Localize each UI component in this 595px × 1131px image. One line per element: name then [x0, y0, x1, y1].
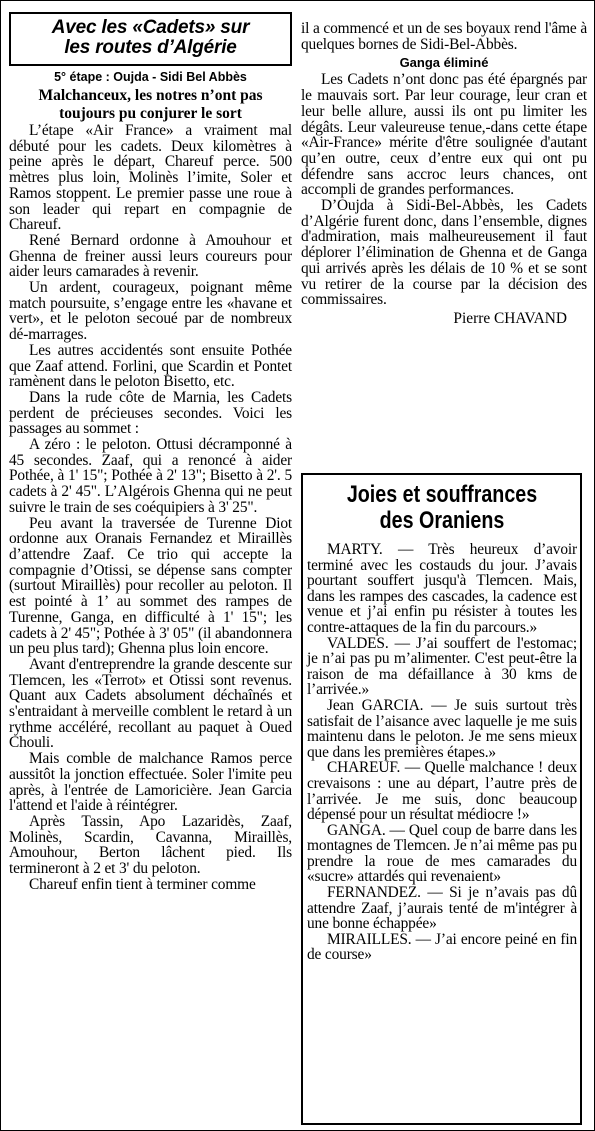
quote-paragraph: Jean GARCIA. — Je suis surtout très satisfait de l’aisance avec laquelle je me suis maintenu dans le peloton. Je me sens mieux que dans les premières étapes.» [307, 696, 577, 761]
paragraph: Les Cadets n’ont donc pas été épargnés par le mauvais sort. Par leur courage, leur cran et leur belle allure, aussi ils ont pu limiter les dégâts. Leur valeureuse tenue,-dans cette étape «Air-France» mérite d'être soulignée d'autant qu’en outre, ceux d’entre eux qui ont pu défendre sans accroc leurs chances, ont accompli de grandes performances. [301, 71, 587, 199]
headline-box [9, 12, 292, 66]
paragraph: René Bernard ordonne à Amouhour et Ghenna de freiner aussi leurs coureurs pour aider leurs camarades à revenir. [9, 231, 292, 281]
box-title-line-1: Joies et souffrances [346, 481, 538, 508]
sidebar-box [301, 473, 582, 1125]
left-column [9, 1, 292, 1130]
subheadline-line-2: toujours pu conjurer le sort [59, 105, 242, 122]
box-body [307, 542, 577, 963]
paragraph: L’étape «Air France» a vraiment mal débuté pour les cadets. Deux kilomètres à peine après le départ, Chareuf perce. 500 mètres plus loin, Molinès l’imite, Soler et Ramos stoppent. Le premier passe une roue à son leader qui repart en compagnie de Chareuf. [9, 122, 292, 234]
quote-paragraph: MIRAILLES. — J’ai encore peiné en fin de course» [307, 930, 577, 964]
headline-line-1: Avec les «Cadets» sur [51, 17, 250, 38]
interhead: Ganga éliminé [399, 55, 489, 71]
paragraph: Un ardent, courageux, poignant même match poursuite, s’engage entre les «havane et vert», et le peloton secoué par de nombreux dé-marrages. [9, 279, 292, 344]
paragraph: A zéro : le peloton. Ottusi décramponné à 45 secondes. Zaaf, qui a renoncé à aider Pothée, à 1' 15"; Pothée à 2' 13"; Bisetto à 2'. 5 cadets à 2' 45". L’Algérois Ghenna qui ne peut suivre le train de ses coéquipiers à 3' 25". [9, 436, 292, 516]
quote-paragraph: VALDES. — J’ai souffert de l'estomac; je n’ai pas pu m’alimenter. C'est peut-être la raison de ma défaillance à 30 kms de l’arrivée.» [307, 634, 577, 699]
paragraph: Dans la rude côte de Marnia, les Cadets perdent de précieuses secondes. Voici les passages au sommet : [9, 388, 292, 438]
paragraph: Mais comble de malchance Ramos perce aussitôt la jonction effectuée. Soler l'imite peu après, à l'entrée de Lamoricière. Jean Garcia l'attend et l'aide à réintégrer. [9, 750, 292, 815]
quote-paragraph: FERNANDEZ. — Si je n’avais pas dû attendre Zaaf, j’aurais tenté de m'intégrer à une bonne échappée» [307, 884, 577, 933]
box-title [331, 482, 552, 534]
paragraph: D’Oujda à Sidi-Bel-Abbès, les Cadets d’Algérie furent donc, dans l’ensemble, dignes d'admiration, mais malheureusement il faut déplorer l’élimination de Ghenna et de Ganga qui arrivés après les délais de 10 % et se sont vu retirer de la course par la décision des commissaires. [301, 197, 587, 309]
paragraph: Avant d'entreprendre la grande descente sur Tlemcen, les «Terrot» et Otissi sont revenus. Quant aux Cadets absolument déchaînés et s'entraidant à merveille comblent le retard à un rythme accéléré, recollant au paquet à Oued Chouli. [9, 655, 292, 752]
paragraph: Peu avant la traversée de Turenne Diot ordonne aux Oranais Fernandez et Miraillès d’attendre Zaaf. Ce trio qui accepte la compagnie d’Otissi, se dépense sans compter (surtout Miraillès) pour recoller au peloton. Il est pointé à 1’ au sommet des rampes de Turenne, Ganga, en difficulté à 1' 15"; les cadets à 2' 45"; Pothée à 3' 05" (il abandonnera un peu plus tard); Ghenna plus loin encore. [9, 514, 292, 658]
subheadline [9, 87, 292, 123]
paragraph: Après Tassin, Apo Lazaridès, Zaaf, Molinès, Scardin, Cavanna, Miraillès, Amouhour, Berton lâchent pied. Ils termineront à 2 et 3' du peloton. [9, 812, 292, 878]
headline-line-2: les routes d’Algérie [64, 37, 237, 58]
quote-paragraph: GANGA. — Quel coup de barre dans les montagnes de Tlemcen. Je n’ai même pas pu prendre la roue de mes camarades du «sucre» attardés qui revenaient» [307, 821, 577, 886]
article-right-body [301, 21, 587, 327]
subheadline-line-1: Malchanceux, les notres n’ont pas [38, 87, 263, 104]
quote-paragraph: CHAREUF. — Quelle malchance ! deux crevaisons : une au départ, l’autre près de l’arrivée. Je me suis, donc beaucoup dépensé pour un résultat médiocre !» [307, 759, 577, 824]
paragraph: il a commencé et un de ses boyaux rend l'âme à quelques bornes de Sidi-Bel-Abbès. [301, 20, 587, 53]
author-signature: Pierre CHAVAND [453, 309, 567, 327]
article-left-body [9, 123, 292, 892]
quote-paragraph: MARTY. — Très heureux d’avoir terminé avec les costauds du jour. J’avais pourtant souffert jusqu'à Tlemcen. Mais, dans les rampes des cascades, la cadence est venue et j’ai enfin pu résister à toutes les contre-attaques de la fin du parcours.» [307, 541, 577, 636]
box-title-line-2: des Oraniens [379, 507, 505, 534]
paragraph: Chareuf enfin tient à terminer comme [29, 875, 256, 893]
stage-label: 5° étape : Oujda - Sidi Bel Abbès [54, 70, 247, 84]
paragraph: Les autres accidentés sont ensuite Pothée que Zaaf attend. Forlini, que Scardin et Pontet ramènent dans le peloton Bisetto, etc. [9, 341, 292, 391]
